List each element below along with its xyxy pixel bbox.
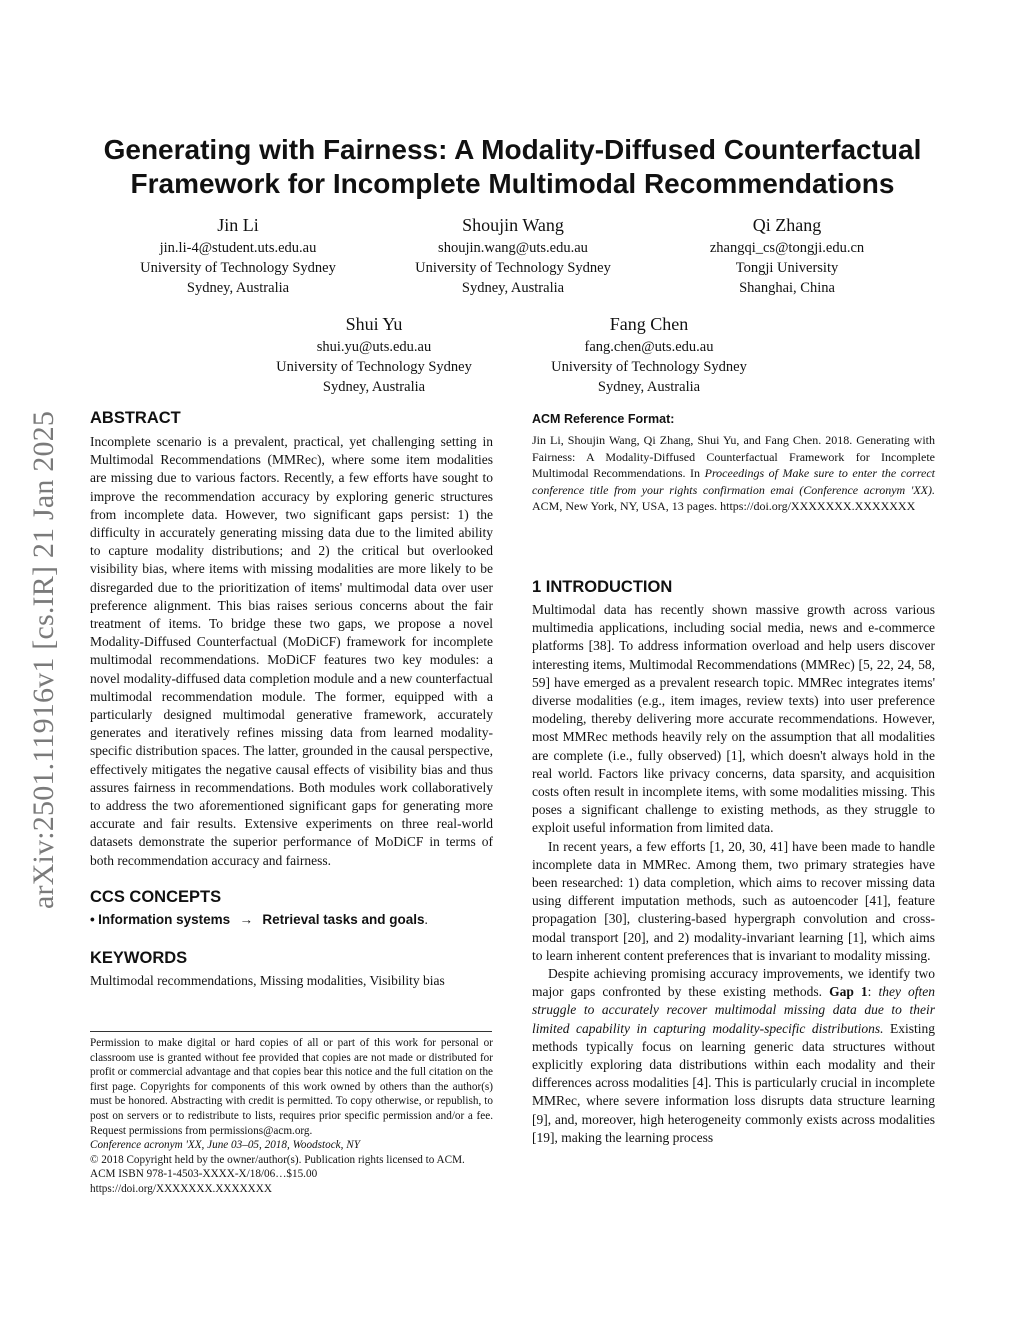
author-block-2 (363, 212, 663, 298)
author-block-4 (224, 311, 524, 397)
ccs-heading: CCS CONCEPTS (90, 887, 222, 906)
author-email: shui.yu@uts.edu.au (316, 339, 432, 355)
p3-pre: Despite achieving promising accuracy improvements, we identify two major gaps confronted by these existing methods. (532, 966, 935, 1000)
arrow-icon: → (239, 911, 254, 927)
introduction-heading: 1 INTRODUCTION (532, 578, 673, 596)
title-line-2: Framework for Incomplete Multimodal Recommendations (130, 168, 895, 199)
acm-ref-proceedings: Proceedings of Make sure to enter the correct conference title from your rights confirmation emai (Conference acronym 'XX). (532, 466, 935, 497)
author-name: Shoujin Wang (462, 215, 564, 235)
intro-paragraph-2: In recent years, a few efforts [1, 20, 30, 41] have been made to handle incomplete data in MMRec. Among them, two primary strategies have been researched: 1) data completion, which aims to recover missing data using different imputation methods, such as autoencoder [41], feature propagation [30], clustering-based hypergraph convolution and cross-modal transport [20], and 2) modality-invariant learning [1], which aims to learn inherent content preferences that is invariant to modality missing. (532, 838, 935, 963)
author-email: zhangqi_cs@tongji.edu.cn (709, 240, 865, 256)
author-location: Shanghai, China (739, 280, 835, 296)
p3-colon: : (867, 984, 879, 1000)
acm-ref-text (532, 432, 935, 515)
title-line-1: Generating with Fairness: A Modality-Diffused Counterfactual (103, 134, 922, 165)
ccs-period: . (424, 911, 428, 927)
abstract-text: Incomplete scenario is a prevalent, practical, yet challenging setting in Multimodal Recommendations (MMRec), where some item modalities are missing due to various factors. Recently, a few efforts have sought to improve the recommendation accuracy by exploring generic structures from incomplete data. However, two significant gaps persist: 1) the difficulty in accurately generating missing data due to the limited ability to capture modality distributions; and 2) the critical but overlooked visibility bias, where items with missing modalities are more likely to be disregarded due to the prioritization of items' multimodal data over user preference alignment. This bias raises serious concerns about the fair treatment of items. To bridge these two gaps, we propose a novel Modality-Diffused Counterfactual (MoDiCF) framework for incomplete multimodal recommendations. MoDiCF features two key modules: a novel modality-diffused data completion module and a new counterfactual multimodal recommendation module. The former, equipped with a particularly designed multimodal generative framework, accurately generates and iteratively refines missing data from learned modality-specific distribution spaces. The latter, grounded in the causal perspective, effectively mitigates the negative causal effects of visibility bias and thus assures fairness in recommendations. Both modules work collaboratively to address the two aforementioned significant gaps for generating more accurate and fair results. Extensive experiments on three real-world datasets demonstrate the superior performance of MoDiCF in terms of both recommendation accuracy and fairness. (90, 434, 493, 868)
ccs-item-retrieval: Retrieval tasks and goals (262, 911, 425, 927)
author-block-1 (88, 212, 388, 298)
acm-ref-pre: Jin Li, Shoujin Wang, Qi Zhang, Shui Yu, and Fang Chen. 2018. Generating with Fairness: A Modality-Diffused Counterfactual Framework for Incomplete Multimodal Recommendations. In (532, 433, 935, 481)
author-email: jin.li-4@student.uts.edu.au (159, 240, 317, 256)
acm-ref-post: ACM, New York, NY, USA, 13 pages. https://doi.org/XXXXXXX.XXXXXXX (532, 499, 916, 514)
author-location: Sydney, Australia (461, 280, 565, 296)
ccs-concepts (90, 911, 493, 929)
introduction-section (532, 576, 935, 1147)
author-email: fang.chen@uts.edu.au (584, 339, 714, 355)
acm-ref-heading: ACM Reference Format: (532, 412, 675, 426)
footnote-divider (90, 1031, 492, 1032)
author-block-5 (499, 311, 799, 397)
intro-paragraph-1: Multimodal data has recently shown massive growth across various multimedia applications, including social media, news and e-commerce platforms [38]. To address information overload and help users discover interesting items, Multimodal Recommendations (MMRec) [5, 22, 24, 58, 59] have emerged as a prevalent research topic. MMRec integrates items' diverse modalities (e.g., item images, review texts) into user preference modeling, thereby delivering more accurate recommendations. However, most MMRec methods heavily rely on the assumption that all modalities are complete (i.e., fully observed) [1], which doesn't always hold in the real world. Factors like privacy concerns, data sparsity, and acquisition costs often result in incomplete items, with some modalities missing. This poses a significant challenge to existing methods, as they struggle to exploit useful information from limited data. (532, 602, 935, 836)
author-name: Jin Li (217, 215, 259, 235)
keywords-heading: KEYWORDS (90, 949, 188, 968)
permission-notice: Permission to make digital or hard copies of all or part of this work for personal or classroom use is granted without fee provided that copies are not made or distributed for profit or commercial advantage and that copies bear this notice and the full citation on the first page. Copyrights for components of this work owned by others than the author(s) must be honored. Abstracting with credit is permitted. To copy otherwise, or republish, to post on servers or to redistribute to lists, requires prior specific permission and/or a fee. Request permissions from permissions@acm.org. (90, 1037, 493, 1137)
keywords-text: Multimodal recommendations, Missing modalities, Visibility bias (90, 973, 445, 989)
author-name: Qi Zhang (752, 215, 822, 235)
author-affiliation: University of Technology Sydney (276, 359, 472, 375)
author-email: shoujin.wang@uts.edu.au (438, 240, 588, 256)
author-name: Fang Chen (609, 314, 689, 334)
author-location: Sydney, Australia (597, 379, 701, 395)
author-location: Sydney, Australia (322, 379, 426, 395)
left-column (90, 407, 493, 990)
gap-1-label: Gap 1 (829, 984, 868, 1000)
ccs-item-information-systems: Information systems (98, 911, 231, 927)
abstract-heading: ABSTRACT (90, 409, 181, 427)
conference-info: Conference acronym 'XX, June 03–05, 2018, Woodstock, NY (90, 1139, 360, 1152)
copyright-notice: © 2018 Copyright held by the owner/author(s). Publication rights licensed to ACM. (90, 1153, 465, 1166)
author-affiliation: University of Technology Sydney (551, 359, 747, 375)
author-affiliation: Tongji University (735, 260, 839, 276)
p3-post: Existing methods typically focus on learning generic data structures without explicitly exploring data distributions within each modality and their differences across modalities [4]. This is particularly crucial in incomplete MMRec, where severe information loss disrupts data structure learning [9], and, moreover, high heterogeneity commonly exists across modalities [19], making the learning process (532, 1020, 935, 1145)
ccs-bullet: • (90, 911, 95, 927)
footnote (90, 1036, 493, 1197)
gap-1-statement: they often struggle to accurately recover multimodal missing data due to their limited capability in capturing modality-specific distributions. (532, 984, 935, 1036)
author-affiliation: University of Technology Sydney (415, 260, 611, 276)
author-location: Sydney, Australia (186, 280, 290, 296)
acm-reference-block (532, 410, 935, 515)
paper-title (90, 133, 935, 201)
author-name: Shui Yu (345, 314, 403, 334)
author-affiliation: University of Technology Sydney (140, 260, 336, 276)
author-block-3 (637, 212, 937, 298)
doi-link[interactable]: https://doi.org/XXXXXXX.XXXXXXX (90, 1182, 272, 1195)
arxiv-identifier: arXiv:2501.11916v1 [cs.IR] 21 Jan 2025 (27, 410, 60, 910)
isbn: ACM ISBN 978-1-4503-XXXX-X/18/06…$15.00 (90, 1168, 318, 1181)
intro-paragraph-3 (532, 965, 935, 1147)
